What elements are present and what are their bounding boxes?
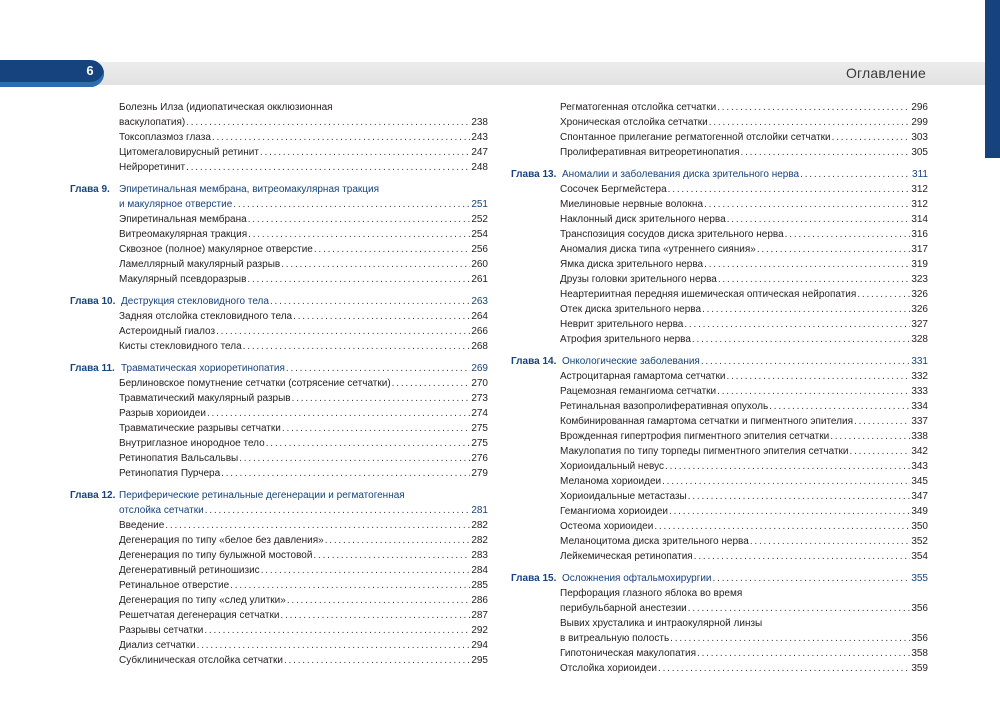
toc-entry[interactable]: Задняя отслойка стекловидного тела ..... 264 (70, 309, 488, 324)
toc-entry[interactable]: Внутриглазное инородное тело ..... 275 (70, 436, 488, 451)
toc-entry[interactable]: Аномалия диска типа «утреннего сияния» ..... 317 (511, 242, 928, 257)
toc-entry[interactable]: Миелиновые нервные волокна ..... 312 (511, 197, 928, 212)
toc-entry-line: Перфорация глазного яблока во время (560, 588, 743, 599)
toc-entry[interactable]: Рацемозная гемангиома сетчатки ..... 333 (511, 384, 928, 399)
toc-entry[interactable]: Травматический макулярный разрыв ..... 273 (70, 391, 488, 406)
toc-entry[interactable]: Травматические разрывы сетчатки ..... 275 (70, 421, 488, 436)
toc-entry[interactable]: Введение ..... 282 (70, 518, 488, 533)
chapter-11-heading[interactable]: Глава 11. Травматическая хориоретинопатия ..... 269 (70, 361, 488, 376)
toc-entry[interactable]: Врожденная гипертрофия пигментного эпителия сетчатки ..... 338 (511, 429, 928, 444)
toc-entry[interactable]: Неартериитная передняя ишемическая оптическая нейропатия ..... 326 (511, 287, 928, 302)
chapter-12-heading[interactable] (70, 488, 488, 503)
chapter-label: Глава 15. (511, 573, 557, 584)
toc-entry[interactable]: Дегенеративный ретиношизис ..... 284 (70, 563, 488, 578)
chapter-label: Глава 12. (70, 490, 116, 501)
toc-entry[interactable]: Лейкемическая ретинопатия ..... 354 (511, 549, 928, 564)
toc-entry[interactable]: Астероидный гиалоз ..... 266 (70, 324, 488, 339)
chapter-13-heading[interactable]: Глава 13. Аномалии и заболевания диска зрительного нерва ..... 311 (511, 167, 928, 182)
chapter-label: Глава 9. (70, 184, 110, 195)
toc-entry[interactable]: Ламеллярный макулярный разрыв ..... 260 (70, 257, 488, 272)
toc-entry[interactable]: Отслойка хориоидеи ..... 359 (511, 661, 928, 676)
toc-entry[interactable]: Токсоплазмоз глаза ..... 243 (70, 130, 488, 145)
toc-entry-line: Болезнь Илза (идиопатическая окклюзионная (119, 102, 333, 113)
toc-entry[interactable]: Нейроретинит ..... 248 (70, 160, 488, 175)
chapter-12-title[interactable]: отслойка сетчатки ..... 281 (70, 503, 488, 518)
toc-entry[interactable]: Ретинопатия Пурчера ..... 279 (70, 466, 488, 481)
chapter-thumb-tab (985, 0, 1000, 158)
section-title: Оглавление (845, 65, 926, 81)
toc-entry[interactable]: Диализ сетчатки ..... 294 (70, 638, 488, 653)
toc-entry[interactable]: Ретинальное отверстие ..... 285 (70, 578, 488, 593)
chapter-9-heading[interactable] (70, 182, 488, 197)
toc-entry[interactable]: Меланоцитома диска зрительного нерва ..... 352 (511, 534, 928, 549)
toc-entry[interactable]: перибульбарной анестезии ..... 356 (511, 601, 928, 616)
chapter-label: Глава 11. (70, 363, 115, 374)
toc-entry[interactable]: Гемангиома хориоидеи ..... 349 (511, 504, 928, 519)
toc-entry[interactable]: Эпиретинальная мембрана ..... 252 (70, 212, 488, 227)
toc-entry[interactable]: Наклонный диск зрительного нерва ..... 314 (511, 212, 928, 227)
toc-entry[interactable]: Цитомегаловирусный ретинит ..... 247 (70, 145, 488, 160)
toc-entry[interactable]: Решетчатая дегенерация сетчатки ..... 287 (70, 608, 488, 623)
toc-entry[interactable]: Витреомакулярная тракция ..... 254 (70, 227, 488, 242)
toc-entry[interactable]: Атрофия зрительного нерва ..... 328 (511, 332, 928, 347)
toc-entry[interactable]: Разрыв хориоидеи ..... 274 (70, 406, 488, 421)
toc-entry[interactable]: Ретинальная вазопролиферативная опухоль ..... 334 (511, 399, 928, 414)
toc-entry[interactable]: Транспозиция сосудов диска зрительного нерва ..... 316 (511, 227, 928, 242)
chapter-15-heading[interactable]: Глава 15. Осложнения офтальмохирургии ..... 355 (511, 571, 928, 586)
toc-entry[interactable]: Сосочек Бергмейстера ..... 312 (511, 182, 928, 197)
toc-entry[interactable]: Остеома хориоидеи ..... 350 (511, 519, 928, 534)
toc-entry[interactable]: Макулопатия по типу торпеды пигментного эпителия сетчатки ..... 342 (511, 444, 928, 459)
chapter-9-title[interactable]: и макулярное отверстие ..... 251 (70, 197, 488, 212)
toc-entry[interactable]: Гипотоническая макулопатия ..... 358 (511, 646, 928, 661)
toc-entry[interactable]: Разрывы сетчатки ..... 292 (70, 623, 488, 638)
toc-entry[interactable]: Ретинопатия Вальсальвы ..... 276 (70, 451, 488, 466)
toc-entry[interactable]: Пролиферативная витреоретинопатия ..... 305 (511, 145, 928, 160)
toc-entry[interactable]: Ямка диска зрительного нерва ..... 319 (511, 257, 928, 272)
chapter-label: Глава 10. (70, 296, 116, 307)
chapter-14-heading[interactable]: Глава 14. Онкологические заболевания ..... 331 (511, 354, 928, 369)
toc-entry[interactable]: Хориоидальные метастазы ..... 347 (511, 489, 928, 504)
toc-entry[interactable]: Берлиновское помутнение сетчатки (сотрясение сетчатки) ..... 270 (70, 376, 488, 391)
chapter-label: Глава 14. (511, 356, 557, 367)
toc-entry[interactable]: Хроническая отслойка сетчатки ..... 299 (511, 115, 928, 130)
toc-entry[interactable]: Дегенерация по типу булыжной мостовой ..... 283 (70, 548, 488, 563)
toc-entry[interactable]: Дегенерация по типу «белое без давления» ..... 282 (70, 533, 488, 548)
chapter-10-heading[interactable]: Глава 10. Деструкция стекловидного тела ..... 263 (70, 294, 488, 309)
toc-entry[interactable]: Отек диска зрительного нерва ..... 326 (511, 302, 928, 317)
toc-entry[interactable]: Субклиническая отслойка сетчатки ..... 295 (70, 653, 488, 668)
toc-right-column (511, 100, 928, 676)
toc-entry[interactable]: Хориоидальный невус ..... 343 (511, 459, 928, 474)
toc-left-column (70, 100, 488, 668)
toc-entry[interactable]: Спонтанное прилегание регматогенной отслойки сетчатки ..... 303 (511, 130, 928, 145)
toc-entry[interactable]: васкулопатия) ..... 238 (70, 115, 488, 130)
toc-entry[interactable]: Сквозное (полное) макулярное отверстие ..... 256 (70, 242, 488, 257)
toc-entry[interactable]: Меланома хориоидеи ..... 345 (511, 474, 928, 489)
toc-entry[interactable]: Макулярный псевдоразрыв ..... 261 (70, 272, 488, 287)
page-number: 6 (86, 63, 94, 78)
toc-entry[interactable]: Неврит зрительного нерва ..... 327 (511, 317, 928, 332)
toc-entry[interactable]: Астроцитарная гамартома сетчатки ..... 332 (511, 369, 928, 384)
chapter-title-line: Эпиретинальная мембрана, витреомакулярная тракция (119, 184, 380, 195)
toc-entry[interactable]: Комбинированная гамартома сетчатки и пигментного эпителия ..... 337 (511, 414, 928, 429)
toc-entry[interactable]: Регматогенная отслойка сетчатки ..... 296 (511, 100, 928, 115)
chapter-label: Глава 13. (511, 169, 557, 180)
toc-entry[interactable]: Дегенерация по типу «след улитки» ..... 286 (70, 593, 488, 608)
toc-entry[interactable]: Кисты стекловидного тела ..... 268 (70, 339, 488, 354)
chapter-title-line: Периферические ретинальные дегенерации и регматогенная (119, 490, 405, 501)
toc-entry[interactable]: Друзы головки зрительного нерва ..... 323 (511, 272, 928, 287)
toc-entry-line: Вывих хрусталика и интраокулярной линзы (560, 618, 763, 629)
toc-entry[interactable]: в витреальную полость ..... 356 (511, 631, 928, 646)
